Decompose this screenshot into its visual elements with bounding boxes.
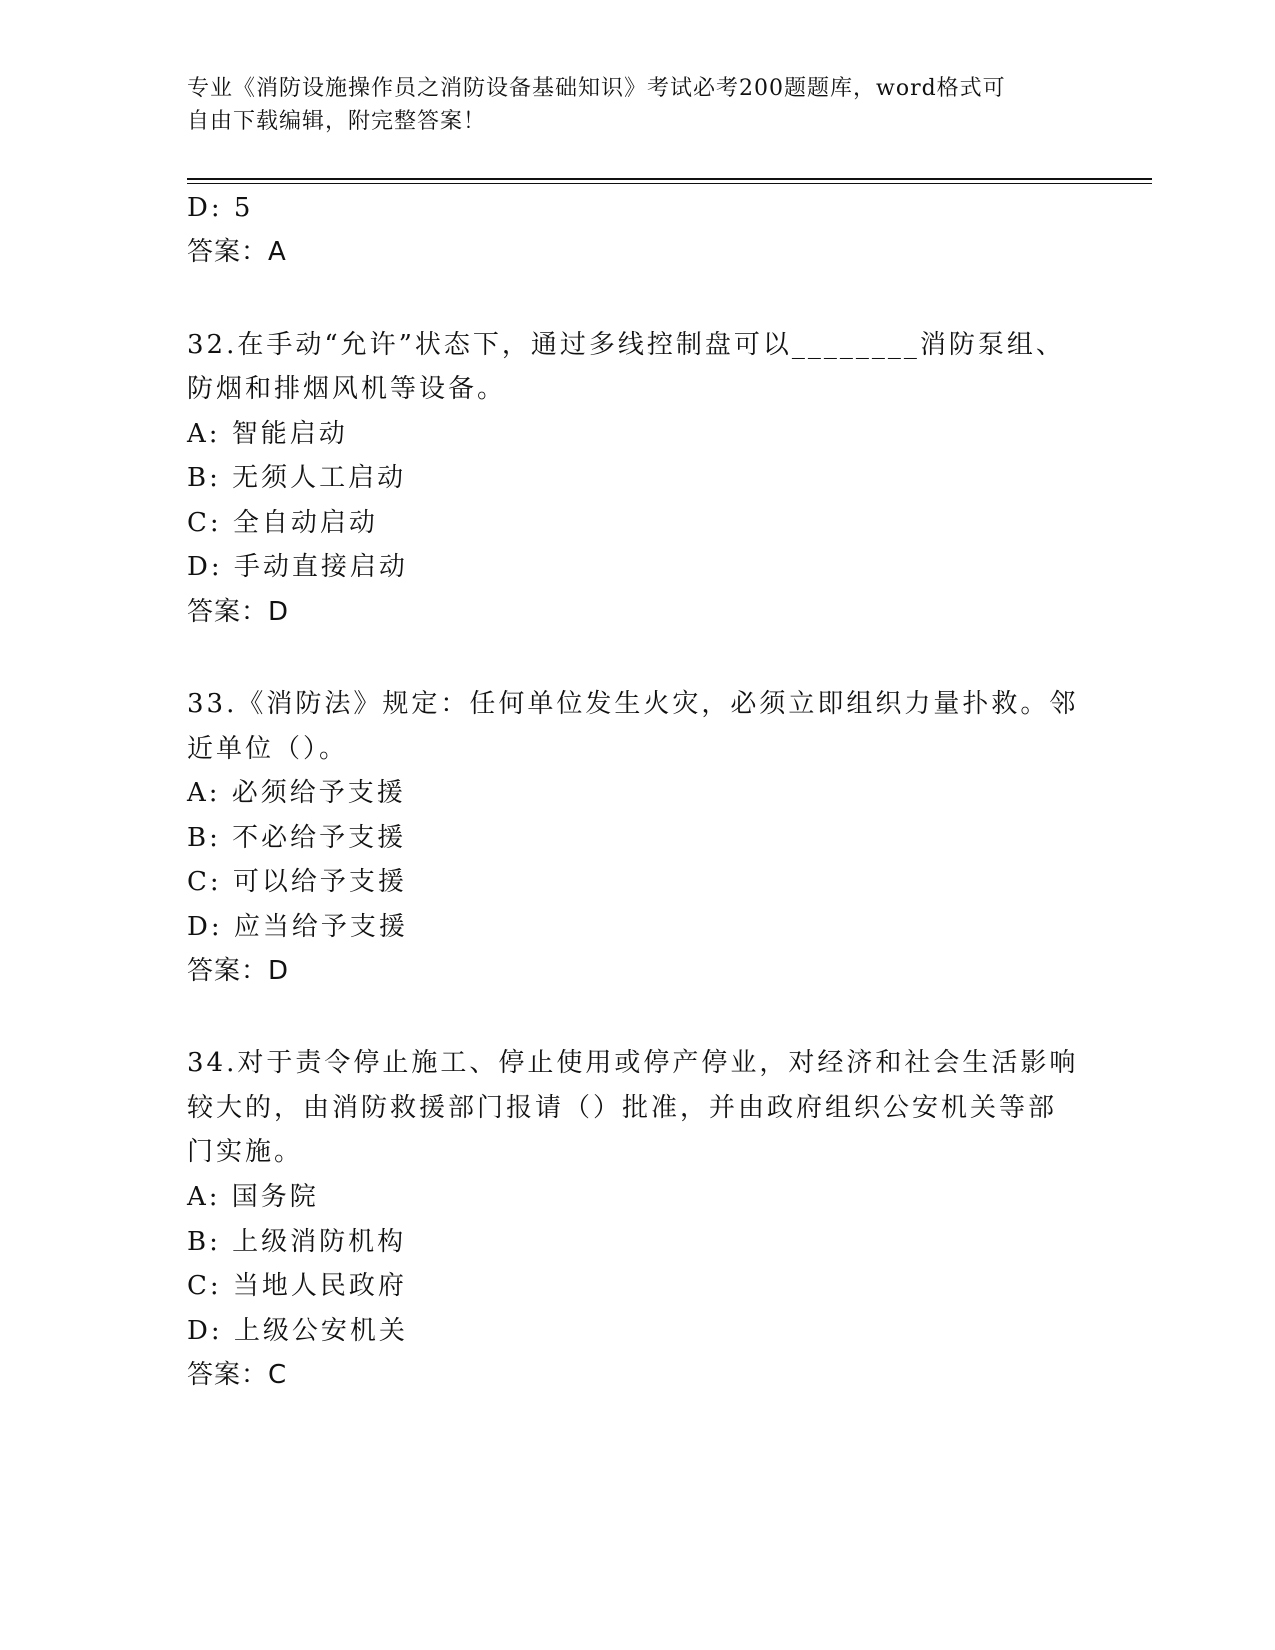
q34-answer: 答案：C: [187, 1360, 288, 1390]
q33-option-b: B: 不必给予支援: [187, 823, 407, 853]
header-divider-thin: [187, 183, 1152, 184]
q33-answer: 答案：D: [187, 956, 290, 986]
q32-answer: 答案：D: [187, 597, 290, 627]
q33-stem-line-2: 近单位（）。: [187, 734, 349, 764]
q32-option-b: B: 无须人工启动: [187, 463, 407, 493]
q34-stem-line-1: 34.对于责令停止施工、停止使用或停产停业，对经济和社会生活影响: [187, 1048, 1079, 1078]
q34-option-b: B: 上级消防机构: [187, 1227, 407, 1257]
q32-stem-line-2: 防烟和排烟风机等设备。: [187, 374, 507, 404]
q34-stem-line-3: 门实施。: [187, 1137, 304, 1167]
q32-stem-line-1: 32.在手动“允许”状态下，通过多线控制盘可以________消防泵组、: [187, 330, 1065, 360]
q34-stem-line-2: 较大的，由消防救援部门报请（）批准，并由政府组织公安机关等部: [187, 1093, 1058, 1123]
q32-option-d: D: 手动直接启动: [187, 552, 408, 582]
q33-option-d: D: 应当给予支援: [187, 912, 408, 942]
q34-option-c: C: 当地人民政府: [187, 1271, 407, 1301]
header-line-2: 自由下载编辑，附完整答案！: [187, 109, 487, 134]
q33-stem-line-1: 33.《消防法》规定：任何单位发生火灾，必须立即组织力量扑救。邻: [187, 689, 1079, 719]
prev-option-d: D: 5: [187, 193, 254, 223]
q34-option-a: A: 国务院: [187, 1182, 319, 1212]
q32-option-a: A: 智能启动: [187, 419, 348, 449]
header-divider: [187, 178, 1152, 180]
q33-option-c: C: 可以给予支援: [187, 867, 407, 897]
header-line-1: 专业《消防设施操作员之消防设备基础知识》考试必考200题题库，word格式可: [187, 76, 1006, 101]
q34-option-d: D: 上级公安机关: [187, 1316, 408, 1346]
q32-option-c: C: 全自动启动: [187, 508, 378, 538]
prev-answer: 答案：A: [187, 237, 287, 267]
document-header: [187, 72, 1087, 138]
q33-option-a: A: 必须给予支援: [187, 778, 406, 808]
